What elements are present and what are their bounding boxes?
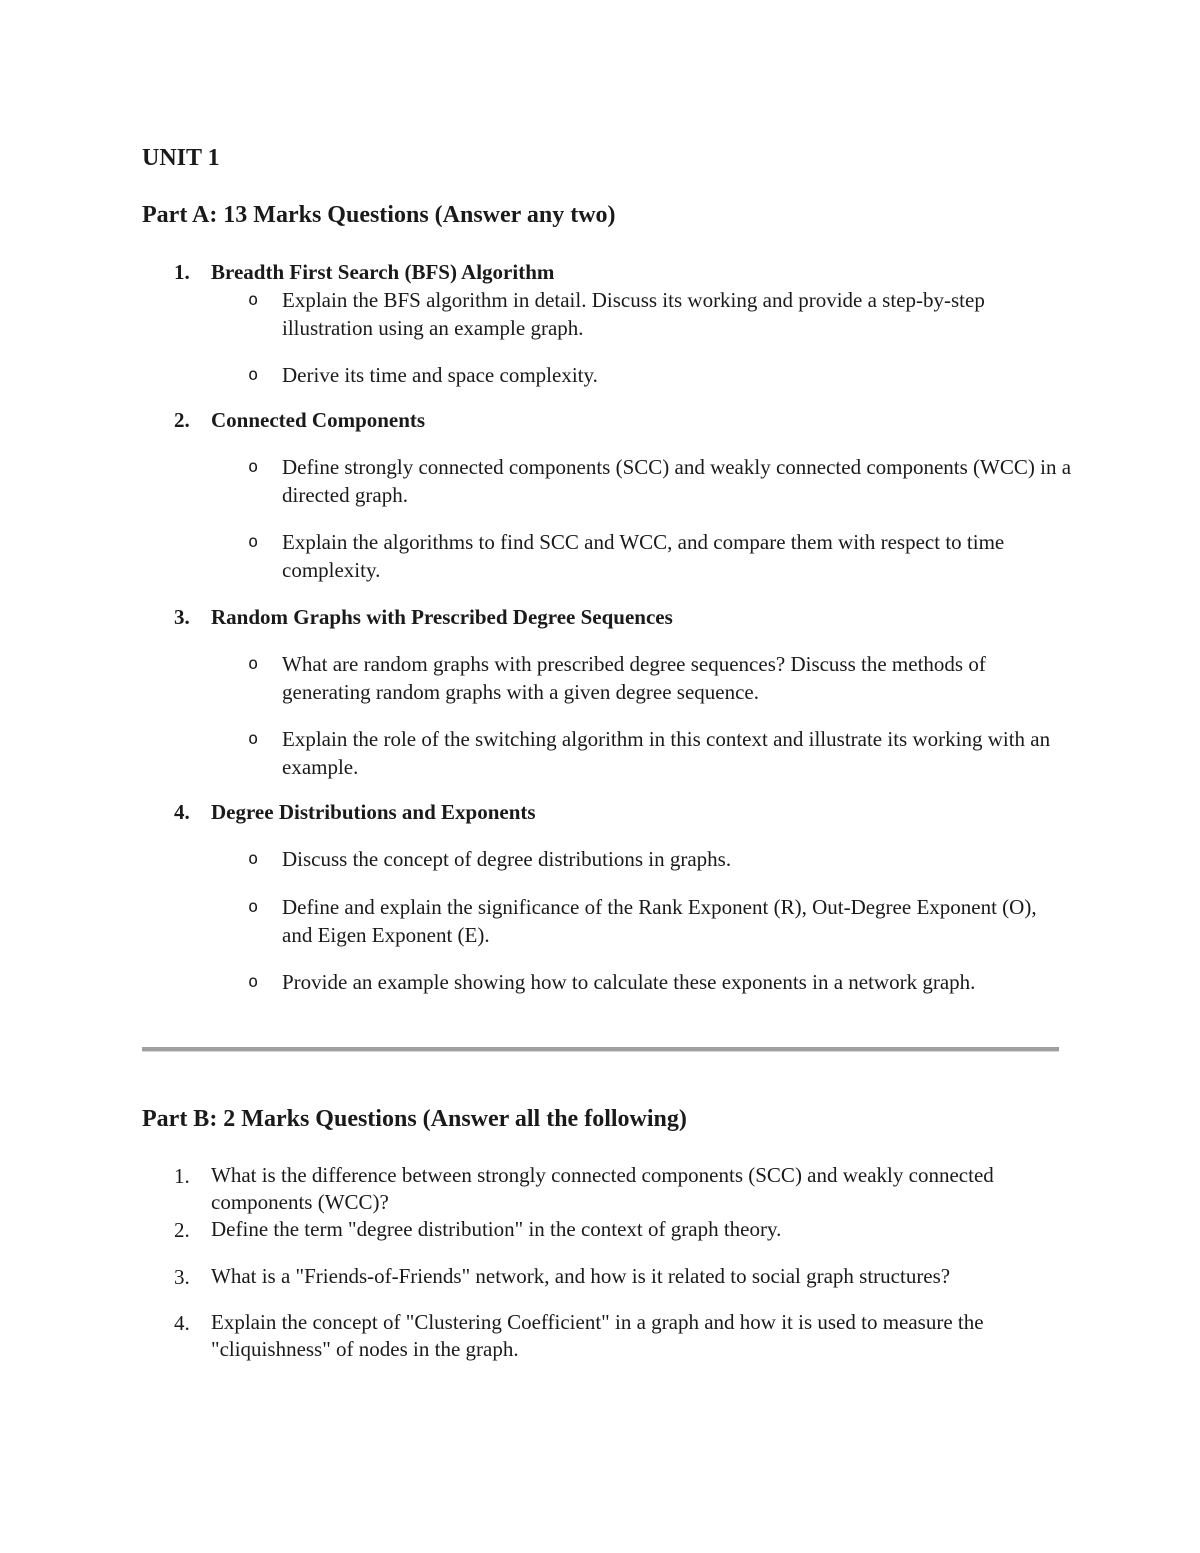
bullet-icon: o xyxy=(248,532,259,552)
part-b-question-text: Explain the concept of "Clustering Coefficient" in a graph and how it is used to measure the "cliquishness" of nodes in the graph. xyxy=(211,1310,984,1361)
bullet-icon: o xyxy=(248,972,259,992)
part-a-question-title: Random Graphs with Prescribed Degree Sequences xyxy=(211,605,673,629)
bullet-icon: o xyxy=(248,849,259,869)
part-a-subitem: Explain the algorithms to find SCC and WCC, and compare them with respect to time complexity. xyxy=(282,530,1005,582)
part-a-subitem: Explain the BFS algorithm in detail. Discuss its working and provide a step-by-step illustration using an example graph. xyxy=(282,288,985,340)
part-b-question-number: 1. xyxy=(174,1164,190,1188)
part-b-question-text: What is the difference between strongly connected components (SCC) and weakly connected components (WCC)? xyxy=(211,1163,994,1214)
part-a-question-number: 2. xyxy=(174,408,190,432)
part-a-question-title: Breadth First Search (BFS) Algorithm xyxy=(211,260,555,284)
part-a-question-number: 1. xyxy=(174,260,190,284)
part-a-subitem: Derive its time and space complexity. xyxy=(282,363,598,387)
part-a-question-number: 4. xyxy=(174,800,190,824)
bullet-icon: o xyxy=(248,897,259,917)
part-a-subitem: What are random graphs with prescribed degree sequences? Discuss the methods of generating random graphs with a given degree sequence. xyxy=(282,652,986,704)
part-a-question-title: Connected Components xyxy=(211,408,426,432)
bullet-icon: o xyxy=(248,290,259,310)
bullet-icon: o xyxy=(248,654,259,674)
part-b-question-text: What is a "Friends-of-Friends" network, and how is it related to social graph structures? xyxy=(211,1264,951,1288)
part-b-heading: Part B: 2 Marks Questions (Answer all the following) xyxy=(142,1106,687,1132)
part-b-question-text: Define the term "degree distribution" in the context of graph theory. xyxy=(211,1217,782,1241)
part-a-subitem: Discuss the concept of degree distributions in graphs. xyxy=(282,847,732,871)
part-a-question-title: Degree Distributions and Exponents xyxy=(211,800,536,824)
unit-title: UNIT 1 xyxy=(142,145,220,171)
part-a-subitem: Define strongly connected components (SCC) and weakly connected components (WCC) in a directed graph. xyxy=(282,455,1072,507)
part-a-subitem: Define and explain the significance of the Rank Exponent (R), Out-Degree Exponent (O), and Eigen Exponent (E). xyxy=(282,895,1037,947)
part-b-question-number: 2. xyxy=(174,1218,190,1242)
part-a-subitem: Explain the role of the switching algorithm in this context and illustrate its working with an example. xyxy=(282,727,1051,779)
part-a-heading: Part A: 13 Marks Questions (Answer any two) xyxy=(142,202,616,228)
bullet-icon: o xyxy=(248,365,259,385)
part-b-question-number: 3. xyxy=(174,1265,190,1289)
part-b-question-number: 4. xyxy=(174,1311,190,1335)
bullet-icon: o xyxy=(248,729,259,749)
section-divider xyxy=(142,1047,1059,1052)
bullet-icon: o xyxy=(248,457,259,477)
part-a-subitem: Provide an example showing how to calculate these exponents in a network graph. xyxy=(282,970,976,994)
part-a-question-number: 3. xyxy=(174,605,190,629)
